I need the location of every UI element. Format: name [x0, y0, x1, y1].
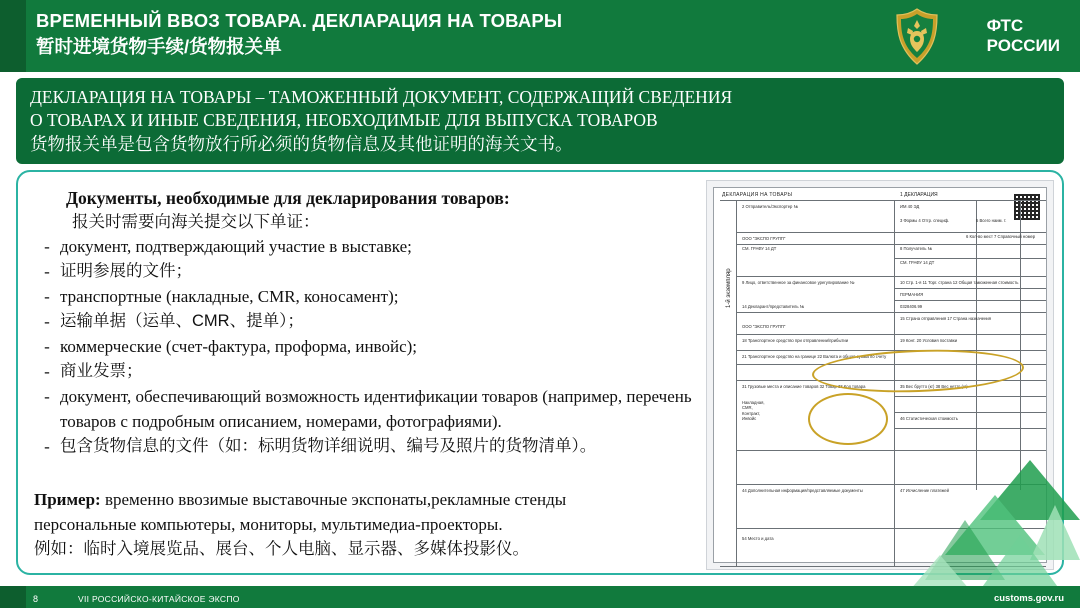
form-divider — [720, 200, 1046, 201]
slide-footer — [0, 586, 1080, 608]
form-field-text: ГЕРМАНИЯ — [900, 292, 924, 297]
form-divider — [894, 288, 1046, 289]
form-field-text: 2 Отправитель/Экспортер № — [742, 204, 799, 209]
form-divider — [736, 450, 1046, 451]
list-item — [34, 234, 704, 259]
form-field-text: 0328406.99 — [900, 304, 923, 309]
form-field-text: 47 Исчисление платежей — [900, 488, 949, 493]
form-field-text: 10 Стр. 1-я 11 Торг. страна 12 Общая таможенная стоимость — [900, 280, 1019, 285]
bullet-marker: - — [44, 237, 50, 256]
form-field-text: 6 Кол-во мест 7 Справочный номер — [966, 234, 1036, 239]
definition-ru-line-2: О ТОВАРАХ И ИНЫЕ СВЕДЕНИЯ, НЕОБХОДИМЫЕ ДЛЯ ВЫПУСКА ТОВАРОВ — [30, 110, 658, 130]
form-divider — [736, 200, 737, 566]
form-field-text: 44 Дополнительная информация/представляемые документы — [742, 488, 863, 493]
bullet-marker: - — [44, 362, 50, 381]
page-number: 8 — [33, 594, 39, 604]
declaration-form-subtitle: 1 ДЕКЛАРАЦИЯ — [900, 192, 938, 198]
bullet-marker: - — [44, 387, 50, 406]
definition-box — [16, 78, 1064, 164]
example-line-2: персональные компьютеры, мониторы, мультимедиа-проекторы. — [34, 515, 503, 534]
header-title-block — [36, 8, 562, 60]
slide-header — [0, 0, 1080, 72]
list-item-label: документ, обеспечивающий возможность идентификации товаров (например, перечень товаров с подробным описанием, номерами, фотографиями). — [60, 387, 692, 431]
form-field-text: 8 Получатель № — [900, 246, 933, 251]
list-item — [34, 384, 704, 434]
declaration-form-title: ДЕКЛАРАЦИЯ НА ТОВАРЫ — [722, 192, 793, 198]
header-title-cn: 暂时进境货物手续/货物报关单 — [36, 36, 282, 57]
organization-name — [987, 16, 1060, 56]
footer-website: customs.gov.ru — [993, 593, 1064, 604]
fts-russia-emblem-icon — [886, 6, 948, 68]
form-field-text: 15 Страна отправления 17 Страна назначения — [900, 316, 992, 321]
documents-list — [34, 186, 704, 459]
bullet-marker: - — [44, 287, 50, 306]
list-item-label: 证明参展的文件； — [60, 262, 192, 280]
organization-line-2: РОССИИ — [986, 36, 1060, 55]
form-field-text: 18 Транспортное средство при отправлении/прибытии — [742, 338, 849, 343]
form-divider — [894, 412, 1046, 413]
list-item — [34, 334, 704, 359]
list-item-label: транспортные (накладные, CMR, коносамент); — [60, 287, 399, 306]
header-accent-bar — [0, 0, 26, 72]
list-item — [34, 309, 704, 334]
form-divider — [894, 300, 1046, 301]
bullet-marker: - — [44, 437, 50, 456]
form-field-text: ООО "ЭКСПО ГРУПП" — [742, 324, 786, 329]
form-field-text: 21 Транспортное средство на границе 22 Валюта и общая сумма по счету — [742, 354, 887, 359]
form-field-text: ООО "ЭКСПО ГРУПП" — [742, 236, 786, 241]
form-field-text: 14 Декларант/представитель № — [742, 304, 805, 309]
form-field-text: 19 Конт. 20 Условия поставки — [900, 338, 958, 343]
decorative-triangles — [780, 460, 1080, 590]
form-divider — [736, 232, 1046, 233]
footer-event-name: VII РОССИЙСКО-КИТАЙСКОЕ ЭКСПО — [78, 594, 240, 604]
list-item-label: 商业发票； — [60, 362, 143, 380]
list-item — [34, 284, 704, 309]
form-field-text: Накладная, CMR, Контракт, Инвойс — [742, 400, 765, 422]
form-field-text: СМ. ГРАФУ 14 ДТ — [742, 246, 777, 251]
form-divider — [736, 312, 1046, 313]
form-divider — [736, 276, 1046, 277]
list-item-label: 包含货物信息的文件（如：标明货物详细说明、编号及照片的货物清单）。 — [60, 437, 597, 455]
definition-cn-line: 货物报关单是包含货物放行所必须的货物信息及其他证明的海关文书。 — [30, 134, 573, 154]
list-heading-cn: 报关时需要向海关提交以下单证： — [72, 213, 320, 231]
example-text-1: временно ввозимые выставочные экспонаты,рекламные стенды — [100, 490, 567, 509]
list-item-label: документ, подтверждающий участие в выставке; — [60, 237, 412, 256]
example-line-cn: 例如：临时入境展览品、展台、个人电脑、显示器、多媒体投影仪。 — [34, 540, 529, 558]
qr-code-icon — [1014, 194, 1040, 220]
form-divider — [894, 258, 1046, 259]
form-field-text: ИМ 40 ЭД — [900, 204, 920, 209]
highlight-ellipse-documents — [808, 393, 888, 445]
form-field-text: СМ. ГРАФУ 14 ДТ — [900, 260, 935, 265]
declaration-copy-label: 1-й экземпляр — [726, 268, 732, 308]
form-divider — [736, 244, 1046, 245]
form-field-text: 54 Место и дата — [742, 536, 774, 541]
example-line-1 — [34, 487, 724, 512]
form-field-text: 35 Вес брутто (кг) 38 Вес нетто (кг) — [900, 384, 968, 389]
form-field-text: 9 Лицо, ответственное за финансовое урегулирование № — [742, 280, 855, 285]
form-field-text: 5 Всего наим. т. — [976, 218, 1007, 223]
form-field-text: 46 Статистическая стоимость — [900, 416, 958, 421]
list-item-label: 运输单据（运单、CMR、提单）； — [60, 312, 304, 330]
definition-ru-line-1: ДЕКЛАРАЦИЯ НА ТОВАРЫ – ТАМОЖЕННЫЙ ДОКУМЕНТ, СОДЕРЖАЩИЙ СВЕДЕНИЯ — [30, 87, 733, 107]
bullet-marker: - — [44, 262, 50, 281]
form-field-text: 31 Грузовые места и описание товаров 32 Товар 33 Код товара — [742, 384, 866, 389]
list-heading-ru: Документы, необходимые для декларирования товаров: — [66, 188, 510, 208]
footer-accent-bar — [0, 586, 26, 608]
bullet-marker: - — [44, 337, 50, 356]
list-item — [34, 259, 704, 284]
example-block — [34, 487, 724, 562]
form-divider — [894, 428, 1046, 429]
header-title-ru: ВРЕМЕННЫЙ ВВОЗ ТОВАРА. ДЕКЛАРАЦИЯ НА ТОВАРЫ — [36, 10, 563, 31]
form-field-text: 3 Формы 4 Отгр. специф. — [900, 218, 950, 223]
form-divider — [894, 396, 1046, 397]
bullet-marker: - — [44, 312, 50, 331]
list-item — [34, 359, 704, 384]
form-divider — [736, 334, 1046, 335]
organization-line-1: ФТС — [986, 16, 1024, 35]
list-item-label: коммерческие (счет-фактура, проформа, инвойс); — [60, 337, 417, 356]
list-item — [34, 434, 704, 459]
example-label: Пример: — [34, 490, 101, 509]
